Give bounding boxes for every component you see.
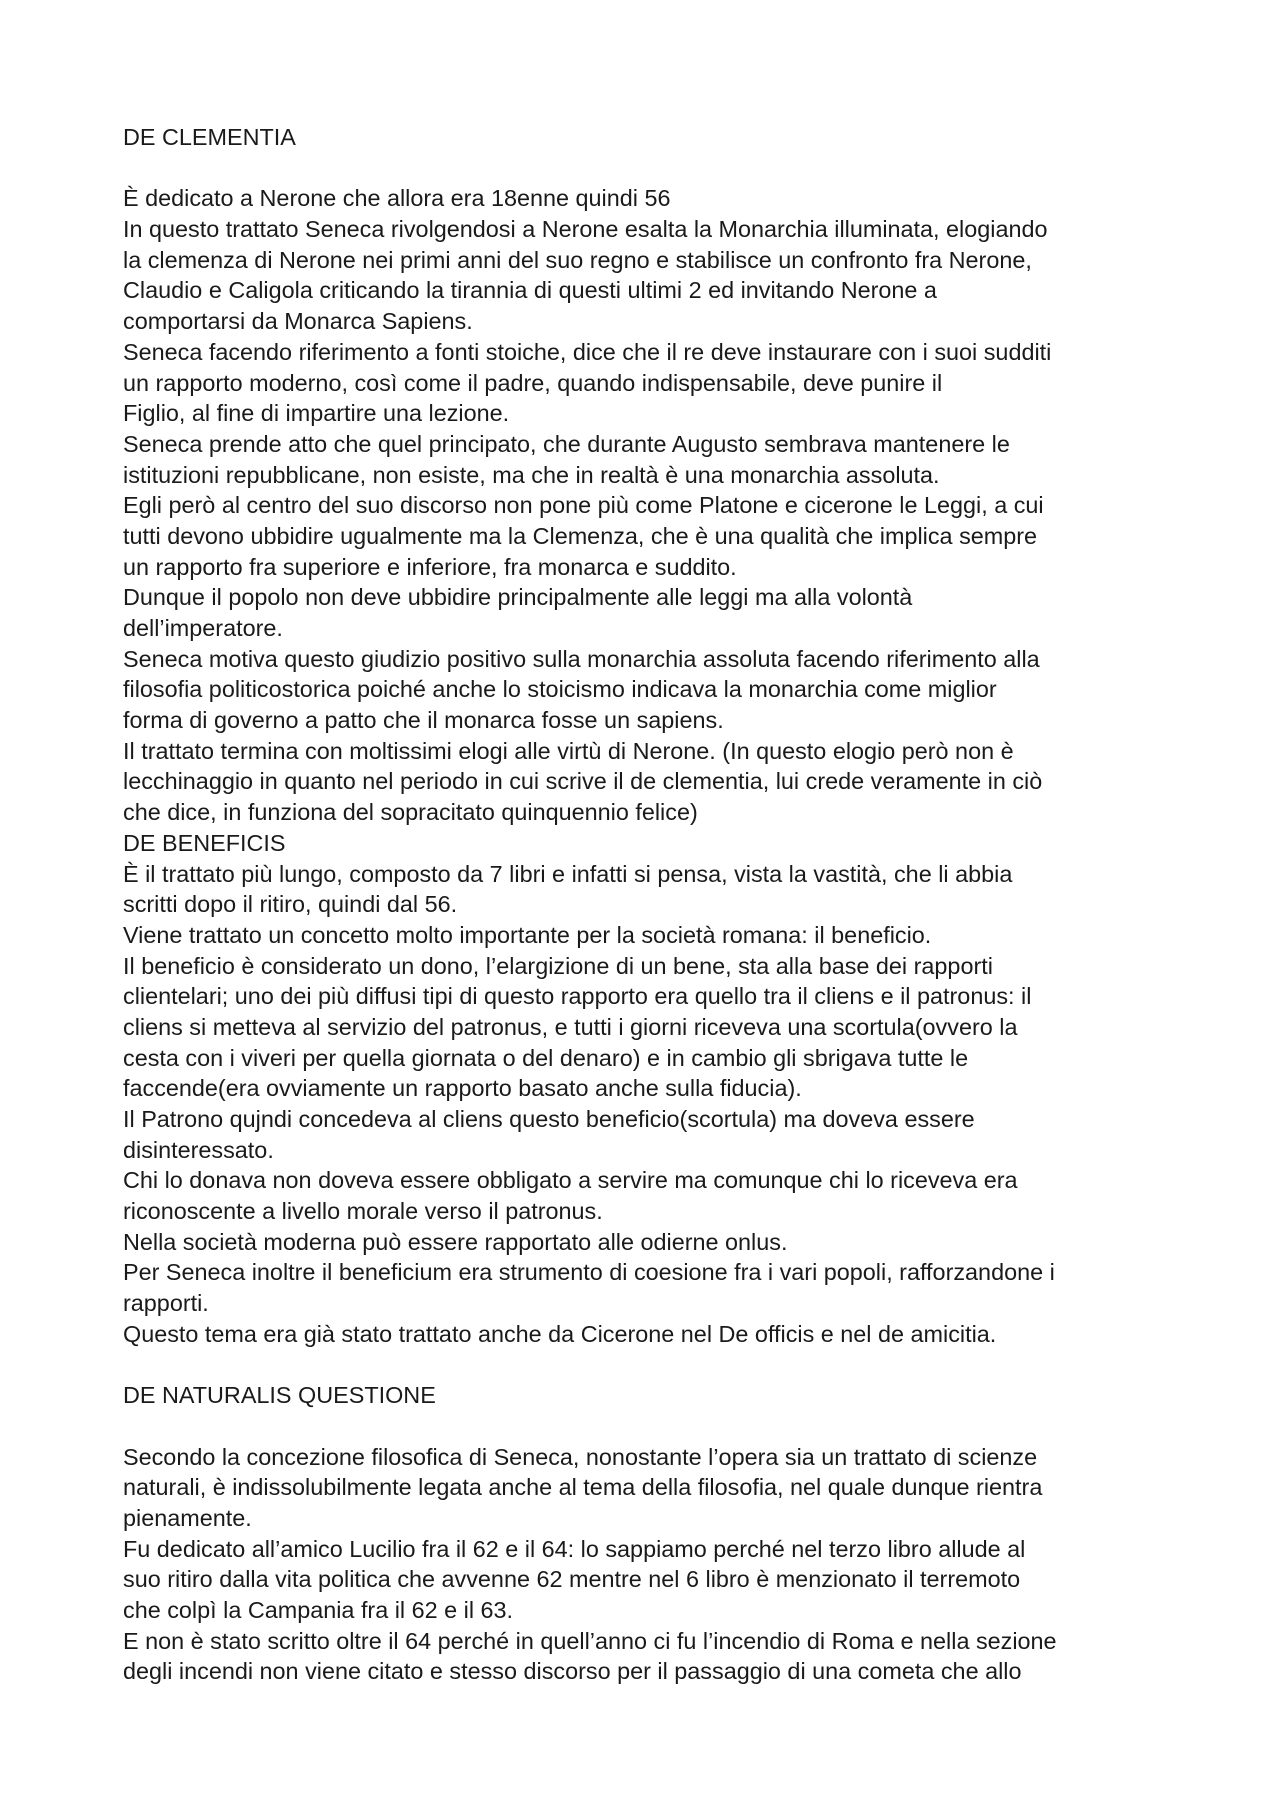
paragraph-line: Seneca facendo riferimento a fonti stoiche, dice che il re deve instaurare con i suoi sudditi [123, 338, 1052, 365]
paragraph-line: Il beneficio è considerato un dono, l’elargizione di un bene, sta alla base dei rapporti [123, 952, 993, 979]
section-1 [123, 828, 1183, 1380]
paragraph-line: disinteressato. [123, 1136, 274, 1163]
paragraph-line: Egli però al centro del suo discorso non pone più come Platone e cicerone le Leggi, a cui [123, 492, 1044, 519]
paragraph-line: Secondo la concezione filosofica di Seneca, nonostante l’opera sia un trattato di scienze [123, 1443, 1038, 1470]
paragraph-line: la clemenza di Nerone nei primi anni del suo regno e stabilisce un confronto fra Nerone, [123, 246, 1032, 273]
paragraph-line: comportarsi da Monarca Sapiens. [123, 308, 473, 335]
paragraph-line: faccende(era ovviamente un rapporto basato anche sulla fiducia). [123, 1075, 802, 1102]
paragraph-line: Il trattato termina con moltissimi elogi alle virtù di Nerone. (In questo elogio però non è [123, 737, 1014, 764]
paragraph-line: Viene trattato un concetto molto importante per la società romana: il beneficio. [123, 921, 932, 948]
paragraph-line: Nella società moderna può essere rapportato alle odierne onlus. [123, 1228, 788, 1255]
paragraph-line: In questo trattato Seneca rivolgendosi a Nerone esalta la Monarchia illuminata, elogiando [123, 216, 1048, 243]
paragraph-line: naturali, è indissolubilmente legata anche al tema della filosofia, nel quale dunque rientra [123, 1474, 1043, 1501]
document-page [123, 122, 1183, 1687]
paragraph-line: Il Patrono qujndi concedeva al cliens questo beneficio(scortula) ma doveva essere [123, 1106, 975, 1132]
paragraph-line: dell’imperatore. [123, 615, 283, 641]
paragraph-line: Seneca prende atto che quel principato, che durante Augusto sembrava mantenere le [123, 430, 1010, 457]
paragraph-line: un rapporto fra superiore e inferiore, fra monarca e suddito. [123, 553, 737, 580]
paragraph-line: scritti dopo il ritiro, quindi dal 56. [123, 891, 458, 918]
paragraph-line: Dunque il popolo non deve ubbidire principalmente alle leggi ma alla volontà [123, 584, 913, 611]
section-0 [123, 122, 1183, 828]
paragraph-line: degli incendi non viene citato e stesso discorso per il passaggio di una cometa che allo [123, 1658, 1022, 1685]
blank-line [123, 1411, 1183, 1442]
section-heading: DE BENEFICIS [123, 829, 286, 856]
paragraph-line: che colpì la Campania fra il 62 e il 63. [123, 1597, 514, 1623]
paragraph-line: cliens si metteva al servizio del patronus, e tutti i giorni riceveva una scortula(ovvero la [123, 1013, 1018, 1040]
paragraph-line: un rapporto moderno, così come il padre, quando indispensabile, deve punire il [123, 369, 943, 396]
paragraph-line: forma di governo a patto che il monarca fosse un sapiens. [123, 707, 724, 734]
paragraph-line: Figlio, al fine di impartire una lezione. [123, 400, 510, 427]
blank-line [123, 1350, 1183, 1381]
paragraph-line: istituzioni repubblicane, non esiste, ma che in realtà è una monarchia assoluta. [123, 461, 940, 488]
paragraph-line: che dice, in funziona del sopracitato quinquennio felice) [123, 799, 698, 826]
paragraph-line: E non è stato scritto oltre il 64 perché in quell’anno ci fu l’incendio di Roma e nella sezione [123, 1627, 1057, 1654]
paragraph-line: filosofia politicostorica poiché anche lo stoicismo indicava la monarchia come miglior [123, 676, 997, 703]
paragraph-line: suo ritiro dalla vita politica che avvenne 62 mentre nel 6 libro è menzionato il terremoto [123, 1566, 1021, 1593]
paragraph-line: Claudio e Caligola criticando la tirannia di questi ultimi 2 ed invitando Nerone a [123, 277, 937, 304]
paragraph-line: Seneca motiva questo giudizio positivo sulla monarchia assoluta facendo riferimento alla [123, 645, 1040, 672]
section-heading: DE NATURALIS QUESTIONE [123, 1382, 436, 1409]
blank-line [123, 153, 1183, 184]
paragraph-line: Questo tema era già stato trattato anche da Cicerone nel De officis e nel de amicitia. [123, 1320, 997, 1347]
paragraph-line: È il trattato più lungo, composto da 7 libri e infatti si pensa, vista la vastità, che li abbia [123, 860, 1013, 887]
paragraph-line: tutti devono ubbidire ugualmente ma la Clemenza, che è una qualità che implica sempre [123, 522, 1038, 549]
paragraph-line: cesta con i viveri per quella giornata o del denaro) e in cambio gli sbrigava tutte le [123, 1044, 969, 1071]
paragraph-line: pienamente. [123, 1504, 252, 1531]
paragraph-line: riconoscente a livello morale verso il patronus. [123, 1198, 603, 1225]
section-heading: DE CLEMENTIA [123, 124, 296, 150]
paragraph-line: Chi lo donava non doveva essere obbligato a servire ma comunque chi lo riceveva era [123, 1167, 1018, 1194]
section-2 [123, 1380, 1183, 1687]
paragraph-line: lecchinaggio in quanto nel periodo in cui scrive il de clementia, lui crede veramente in ciò [123, 768, 1043, 795]
paragraph-line: rapporti. [123, 1290, 209, 1317]
paragraph-line: Per Seneca inoltre il beneficium era strumento di coesione fra i vari popoli, rafforzandone i [123, 1259, 1055, 1286]
paragraph-line: Fu dedicato all’amico Lucilio fra il 62 e il 64: lo sappiamo perché nel terzo libro allude al [123, 1535, 1026, 1562]
paragraph-line: È dedicato a Nerone che allora era 18enne quindi 56 [123, 185, 671, 212]
paragraph-line: clientelari; uno dei più diffusi tipi di questo rapporto era quello tra il cliens e il patronus: il [123, 983, 1032, 1010]
